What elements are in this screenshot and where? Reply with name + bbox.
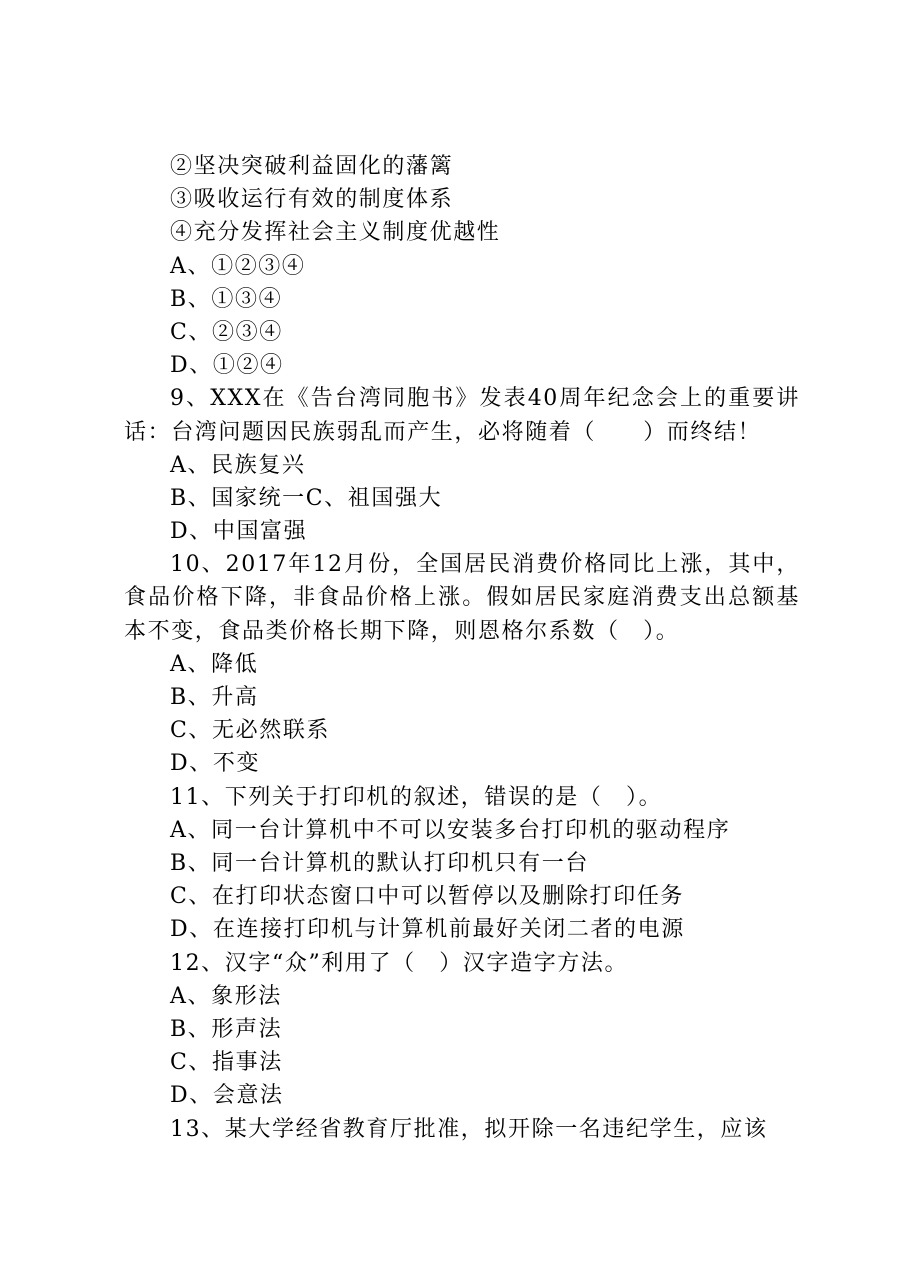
question-11-stem: 11、下列关于打印机的叙述，错误的是（ ）。 xyxy=(170,784,663,810)
answer-option: D、在连接打印机与计算机前最好关闭二者的电源 xyxy=(170,917,685,943)
question-13-stem: 13、某大学经省教育厅批准，拟开除一名违纪学生，应该 xyxy=(170,1116,768,1142)
question-10-stem: 10、2017年12月份，全国居民消费价格同比上涨，其中，食品价格下降，非食品价格上涨。假如居民家庭消费支出总额基本不变，食品类价格长期下降，则恩格尔系数（ ）。 xyxy=(124,552,800,644)
answer-option: C、②③④ xyxy=(170,319,283,345)
answer-option: C、指事法 xyxy=(170,1050,283,1076)
answer-option: A、①②③④ xyxy=(170,253,306,279)
answer-option: D、中国富强 xyxy=(170,519,308,545)
answer-option: B、形声法 xyxy=(170,1016,283,1042)
answer-option: C、在打印状态窗口中可以暂停以及删除打印任务 xyxy=(170,884,685,910)
answer-option: A、同一台计算机中不可以安装多台打印机的驱动程序 xyxy=(170,817,731,843)
option-line: ④充分发挥社会主义制度优越性 xyxy=(170,220,501,246)
answer-option: B、升高 xyxy=(170,685,259,711)
answer-option: B、同一台计算机的默认打印机只有一台 xyxy=(170,851,589,877)
answer-option: C、无必然联系 xyxy=(170,718,331,744)
option-line: ②坚决突破利益固化的藩篱 xyxy=(170,154,454,179)
answer-option: A、降低 xyxy=(170,651,259,677)
answer-option: D、会意法 xyxy=(170,1083,284,1109)
question-12-stem: 12、汉字“众”利用了（ ）汉字造字方法。 xyxy=(170,950,629,976)
answer-option: B、①③④ xyxy=(170,286,283,312)
answer-option: A、民族复兴 xyxy=(170,452,306,478)
answer-option: B、国家统一C、祖国强大 xyxy=(170,485,443,511)
answer-option: A、象形法 xyxy=(170,983,282,1009)
option-line: ③吸收运行有效的制度体系 xyxy=(170,187,454,213)
document-body xyxy=(124,150,800,1146)
question-9-stem: 9、XXX在《告台湾同胞书》发表40周年纪念会上的重要讲话：台湾问题因民族弱乱而产生，必将随着（ ）而终结！ xyxy=(124,386,800,445)
answer-option: D、①②④ xyxy=(170,353,284,379)
answer-option: D、不变 xyxy=(170,751,261,777)
